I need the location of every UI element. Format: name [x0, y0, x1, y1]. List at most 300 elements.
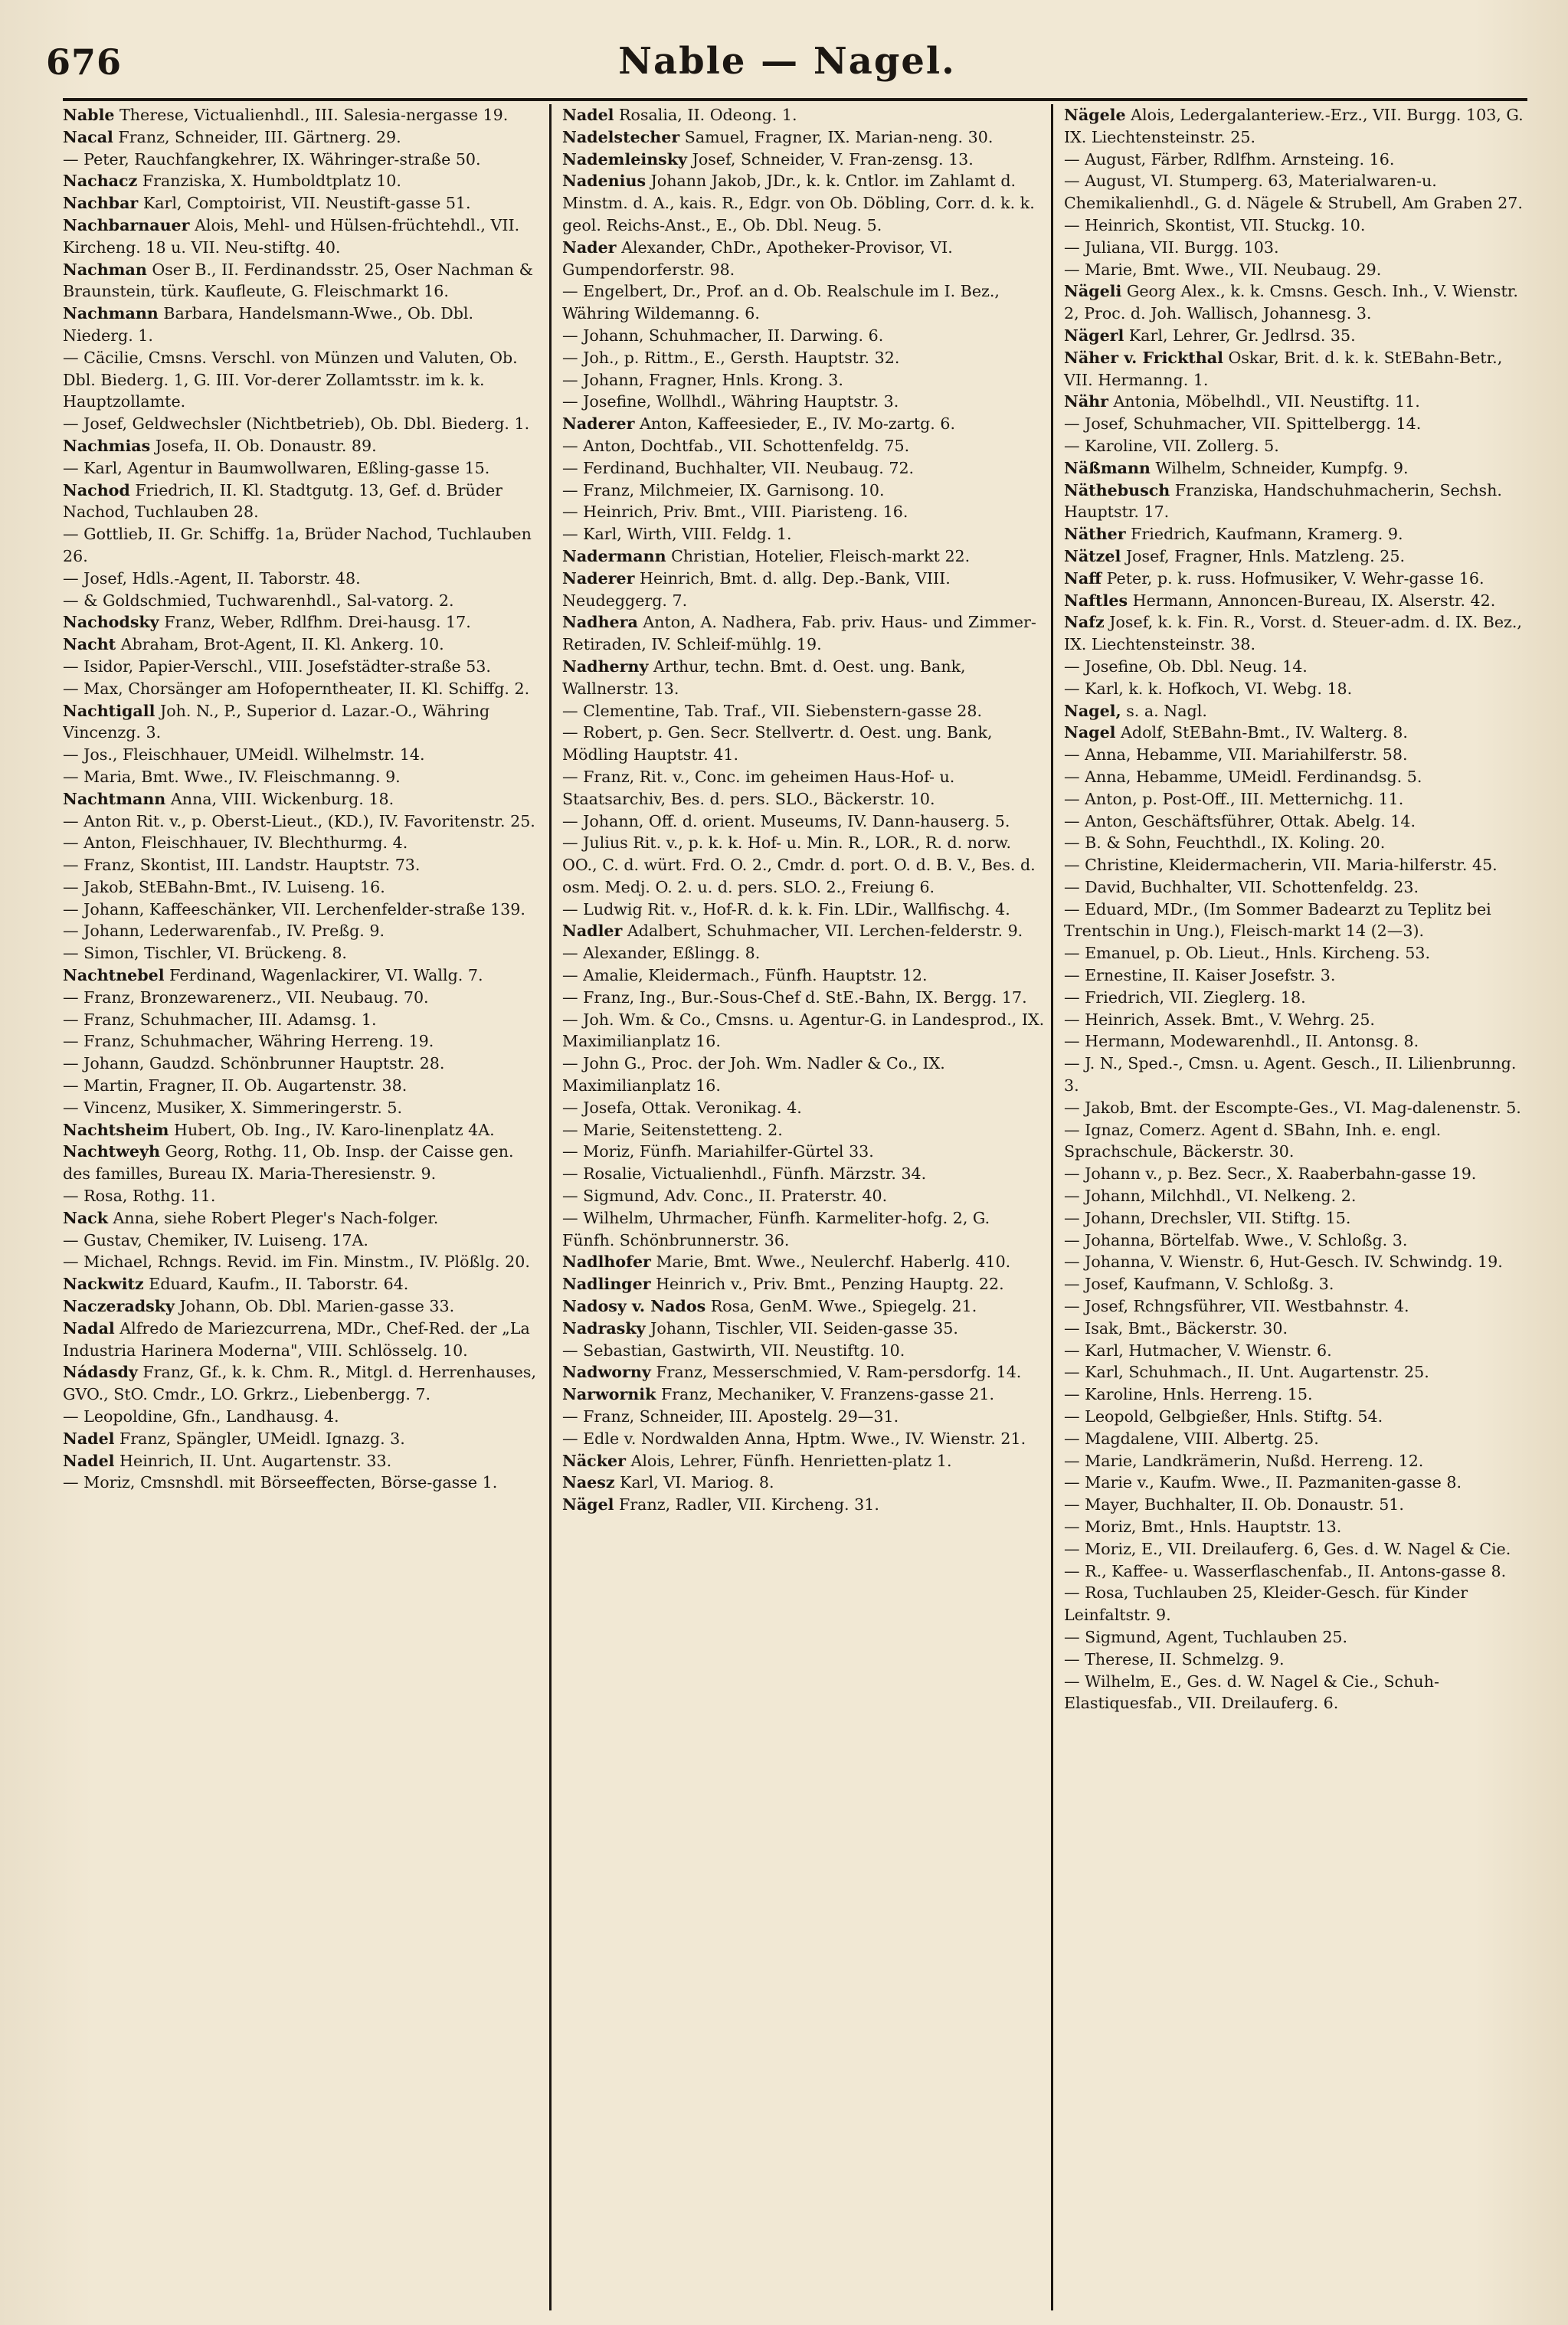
- directory-entry: [1064, 964, 1527, 987]
- entry-line: [1064, 280, 1527, 325]
- directory-entry: [562, 347, 1045, 369]
- entry-details: Samuel, Fragner, IX. Marian-neng. 30.: [684, 127, 994, 146]
- directory-entry: [1064, 104, 1527, 149]
- directory-entry: [1064, 1428, 1527, 1450]
- entry-line: [562, 413, 1045, 435]
- entry-line: [63, 942, 543, 964]
- running-head: Nable — Nagel.: [618, 40, 956, 83]
- entry-surname: Näther: [1064, 525, 1126, 544]
- entry-details: — Heinrich, Skontist, VII. Stuckg. 10.: [1064, 215, 1366, 234]
- entry-details: Heinrich, II. Unt. Augartenstr. 33.: [119, 1451, 392, 1470]
- directory-entry: [63, 590, 543, 612]
- entry-line: [1064, 1273, 1527, 1295]
- entry-details: — Moriz, Cmsnshdl. mit Börseeffecten, Börse-gasse 1.: [63, 1473, 498, 1492]
- directory-entry: [1064, 1671, 1527, 1715]
- entry-line: [63, 1030, 543, 1053]
- entry-surname: Nachmias: [63, 436, 151, 455]
- entry-details: — Hermann, Modewarenhdl., II. Antonsg. 8.: [1064, 1032, 1419, 1051]
- directory-entry: [1064, 237, 1527, 259]
- entry-details: — Johanna, V. Wienstr. 6, Hut-Gesch. IV. Schwindg. 19.: [1064, 1253, 1503, 1272]
- entry-details: — Simon, Tischler, VI. Brückeng. 8.: [63, 944, 347, 963]
- entry-line: [1064, 1361, 1527, 1384]
- directory-entry: [562, 1163, 1045, 1185]
- entry-line: [63, 192, 543, 214]
- entry-surname: Nádasdy: [63, 1363, 138, 1382]
- directory-entry: [63, 700, 543, 745]
- entry-details: Josef, k. k. Fin. R., Vorst. d. Steuer-adm. d. IX. Bez., IX. Liechtensteinstr. 38.: [1064, 613, 1522, 654]
- entry-line: [63, 611, 543, 634]
- entry-details: Anna, VIII. Wickenburg. 18.: [170, 789, 394, 808]
- directory-entry: [1064, 1384, 1527, 1406]
- directory-entry: [63, 170, 543, 192]
- directory-entry: [1064, 1030, 1527, 1053]
- entry-line: [562, 1340, 1045, 1362]
- entry-details: — Emanuel, p. Ob. Lieut., Hnls. Kircheng. 53.: [1064, 944, 1430, 963]
- entry-details: — & Goldschmied, Tuchwarenhdl., Sal-vatorg. 2.: [63, 591, 454, 610]
- entry-line: [1064, 104, 1527, 149]
- directory-entry: [63, 987, 543, 1009]
- entry-surname: Nachtmann: [63, 789, 166, 808]
- directory-entry: [1064, 678, 1527, 700]
- entry-details: Anton, Kaffeesieder, E., IV. Mo-zartg. 6.: [640, 414, 956, 434]
- entry-details: — Sigmund, Agent, Tuchlauben 25.: [1064, 1627, 1348, 1646]
- entry-line: [1064, 1097, 1527, 1119]
- entry-line: [562, 1472, 1045, 1494]
- entry-details: Heinrich, Bmt. d. allg. Dep.-Bank, VIII. Neudeggerg. 7.: [562, 568, 951, 610]
- directory-entry: [63, 480, 543, 524]
- entry-surname: Nägerl: [1064, 326, 1124, 345]
- entry-surname: Naczeradsky: [63, 1297, 175, 1316]
- directory-entry: [562, 237, 1045, 281]
- entry-line: [562, 347, 1045, 369]
- entry-line: [562, 1119, 1045, 1141]
- entry-line: [562, 568, 1045, 612]
- directory-entry: [1064, 1472, 1527, 1494]
- entry-surname: Nadenius: [562, 172, 647, 191]
- entry-line: [63, 413, 543, 435]
- directory-entry: [562, 1009, 1045, 1053]
- entry-surname: Nack: [63, 1208, 108, 1227]
- entry-surname: Nadel: [562, 106, 614, 124]
- entry-line: [1064, 259, 1527, 281]
- entry-details: — Karl, Hutmacher, V. Wienstr. 6.: [1064, 1341, 1332, 1360]
- directory-entry: [1064, 1185, 1527, 1207]
- entry-surname: Nademleinsky: [562, 149, 688, 169]
- directory-entry: [63, 1097, 543, 1119]
- directory-entry: [63, 920, 543, 942]
- entry-line: [562, 1141, 1045, 1163]
- directory-entry: [1064, 1538, 1527, 1560]
- entry-details: — Jakob, Bmt. der Escompte-Ges., VI. Mag-dalenenstr. 5.: [1064, 1098, 1521, 1117]
- entry-details: — Marie, Bmt. Wwe., VII. Neubaug. 29.: [1064, 260, 1382, 279]
- entry-line: [562, 611, 1045, 656]
- entry-details: Alois, Lehrer, Fünfh. Henrietten-platz 1.: [630, 1451, 952, 1470]
- entry-details: Johann Jakob, JDr., k. k. Cntlor. im Zahlamt d. Minstm. d. A., kais. R., Edgr. von Ob. Döbling, Corr. d. k. k. geol. Reichs-Anst., E., Ob. Dbl. Neug. 5.: [562, 172, 1035, 234]
- directory-entry: [1064, 1295, 1527, 1318]
- entry-line: [1064, 1230, 1527, 1252]
- entry-line: [63, 1009, 543, 1031]
- entry-surname: Nägeli: [1064, 282, 1122, 301]
- directory-entry: [562, 1361, 1045, 1384]
- directory-entry: [1064, 1273, 1527, 1295]
- directory-entry: [63, 788, 543, 810]
- entry-details: Alois, Ledergalanteriew.-Erz., VII. Burgg. 103, G. IX. Liechtensteinstr. 25.: [1064, 106, 1524, 146]
- entry-details: Hermann, Annoncen-Bureau, IX. Alserstr. 42.: [1132, 591, 1496, 610]
- entry-surname: Nagel,: [1064, 701, 1121, 720]
- entry-details: Peter, p. k. russ. Hofmusiker, V. Wehr-gasse 16.: [1106, 568, 1485, 588]
- entry-line: [63, 1185, 543, 1207]
- entry-details: — Joh., p. Rittm., E., Gersth. Hauptstr. 32.: [562, 348, 900, 367]
- entry-details: — Johann, Schuhmacher, II. Darwing. 6.: [562, 326, 884, 345]
- entry-details: Oser B., II. Ferdinandsstr. 25, Oser Nachman & Braunstein, türk. Kaufleute, G. Fleischmarkt 16.: [63, 260, 533, 301]
- entry-line: [562, 810, 1045, 833]
- entry-details: — Franz, Schuhmacher, III. Adamsg. 1.: [63, 1010, 377, 1029]
- entry-line: [1064, 1053, 1527, 1097]
- directory-entry: [562, 700, 1045, 722]
- directory-entry: [63, 413, 543, 435]
- directory-entry: [1064, 214, 1527, 237]
- entry-line: [63, 1053, 543, 1075]
- directory-entry: [562, 1053, 1045, 1097]
- entry-line: [562, 104, 1045, 126]
- entry-line: [1064, 413, 1527, 435]
- entry-details: — Johann, Fragner, Hnls. Krong. 3.: [562, 370, 843, 389]
- entry-details: — Christine, Kleidermacherin, VII. Maria-hilferstr. 45.: [1064, 856, 1498, 875]
- entry-surname: Nacht: [63, 635, 116, 654]
- directory-entry: [63, 942, 543, 964]
- entry-details: — Franz, Bronzewarenerz., VII. Neubaug. 70.: [63, 987, 429, 1007]
- entry-details: — Therese, II. Schmelzg. 9.: [1064, 1649, 1285, 1668]
- entry-details: Franziska, X. Humboldtplatz 10.: [142, 172, 401, 191]
- entry-details: — Marie v., Kaufm. Wwe., II. Pazmaniten-gasse 8.: [1064, 1473, 1462, 1492]
- entry-surname: Nähr: [1064, 392, 1108, 411]
- entry-details: — Vincenz, Musiker, X. Simmeringerstr. 5.: [63, 1098, 403, 1117]
- directory-entry: [63, 1273, 543, 1295]
- directory-entry: [1064, 1163, 1527, 1185]
- entry-details: — Karl, Wirth, VIII. Feldg. 1.: [562, 525, 792, 544]
- column-3: [1051, 104, 1527, 2310]
- entry-details: — Moriz, Fünfh. Mariahilfer-Gürtel 33.: [562, 1142, 874, 1161]
- directory-entry: [562, 1119, 1045, 1141]
- entry-details: — Juliana, VII. Burgg. 103.: [1064, 237, 1279, 257]
- entry-details: — Mayer, Buchhalter, II. Ob. Donaustr. 51.: [1064, 1495, 1404, 1515]
- entry-details: — Jos., Fleischhauer, UMeidl. Wilhelmstr. 14.: [63, 745, 425, 765]
- entry-details: — Peter, Rauchfangkehrer, IX. Währinger-straße 50.: [63, 149, 481, 169]
- entry-line: [1064, 1671, 1527, 1715]
- entry-line: [562, 1273, 1045, 1295]
- entry-details: — R., Kaffee- u. Wasserflaschenfab., II. Antons-gasse 8.: [1064, 1561, 1507, 1580]
- directory-entry: [562, 920, 1045, 942]
- entry-line: [1064, 1185, 1527, 1207]
- entry-line: [63, 1318, 543, 1362]
- entry-details: Adolf, StEBahn-Bmt., IV. Walterg. 8.: [1121, 723, 1408, 742]
- entry-surname: Nätzel: [1064, 546, 1121, 565]
- directory-entry: [562, 457, 1045, 480]
- entry-details: — Rosa, Rothg. 11.: [63, 1187, 216, 1206]
- entry-line: [562, 1318, 1045, 1340]
- entry-details: — Karl, Agentur in Baumwollwaren, Eßling-gasse 15.: [63, 458, 490, 477]
- directory-entry: [1064, 1494, 1527, 1516]
- entry-line: [63, 788, 543, 810]
- entry-line: [562, 1053, 1045, 1097]
- entry-line: [1064, 1340, 1527, 1362]
- directory-entry: [63, 854, 543, 876]
- entry-line: [1064, 788, 1527, 810]
- directory-entry: [63, 876, 543, 899]
- entry-details: Josef, Schneider, V. Fran-zensg. 13.: [692, 149, 974, 169]
- entry-line: [1064, 854, 1527, 876]
- entry-details: — Isidor, Papier-Verschl., VIII. Josefstädter-straße 53.: [63, 657, 491, 676]
- directory-entry: [562, 568, 1045, 612]
- entry-line: [562, 700, 1045, 722]
- entry-details: — Rosalie, Victualienhdl., Fünfh. Märzstr. 34.: [562, 1164, 927, 1184]
- entry-surname: Nadler: [562, 922, 623, 941]
- directory-entry: [63, 523, 543, 568]
- directory-entry: [1064, 656, 1527, 678]
- entry-details: — Franz, Milchmeier, IX. Garnisong. 10.: [562, 480, 885, 499]
- entry-line: [63, 457, 543, 480]
- entry-line: [1064, 1516, 1527, 1538]
- entry-details: — Karoline, Hnls. Herreng. 15.: [1064, 1385, 1313, 1404]
- entry-line: [562, 501, 1045, 523]
- entry-details: — Eduard, MDr., (Im Sommer Badearzt zu Teplitz bei Trentschin in Ung.), Fleisch-markt 14 (2—3).: [1064, 899, 1491, 941]
- entry-surname: Nägel: [562, 1495, 614, 1515]
- directory-entry: [63, 1185, 543, 1207]
- directory-entry: [1064, 876, 1527, 899]
- entry-details: — Edle v. Nordwalden Anna, Hptm. Wwe., IV. Wienstr. 21.: [562, 1429, 1026, 1448]
- entry-details: — Moriz, E., VII. Dreilauferg. 6, Ges. d. W. Nagel & Cie.: [1064, 1539, 1511, 1558]
- directory-entry: [562, 1207, 1045, 1252]
- directory-entry: [562, 964, 1045, 987]
- directory-entry: [562, 435, 1045, 457]
- entry-line: [1064, 942, 1527, 964]
- entry-line: [63, 810, 543, 833]
- entry-line: [63, 656, 543, 678]
- entry-line: [562, 1428, 1045, 1450]
- directory-entry: [562, 1450, 1045, 1472]
- directory-entry: [1064, 1361, 1527, 1384]
- directory-entry: [1064, 942, 1527, 964]
- entry-line: [562, 391, 1045, 413]
- entry-surname: Nadworny: [562, 1363, 651, 1382]
- entry-details: — B. & Sohn, Feuchthdl., IX. Koling. 20.: [1064, 833, 1386, 853]
- entry-surname: Nadelstecher: [562, 127, 680, 146]
- directory-entry: [63, 964, 543, 987]
- directory-entry: [63, 810, 543, 833]
- entry-details: — Johann v., p. Bez. Secr., X. Raaberbahn-gasse 19.: [1064, 1164, 1477, 1184]
- entry-details: — Josefine, Wollhdl., Währing Hauptstr. 3.: [562, 392, 899, 411]
- entry-line: [562, 766, 1045, 810]
- directory-entry: [562, 611, 1045, 656]
- directory-entry: [1064, 744, 1527, 766]
- entry-details: — Anton, Dochtfab., VII. Schottenfeldg. 75.: [562, 436, 910, 455]
- entry-surname: Nadosy v. Nados: [562, 1297, 706, 1316]
- directory-entry: [1064, 1230, 1527, 1252]
- entry-details: — Julius Rit. v., p. k. k. Hof- u. Min. R., LOR., R. d. norw. OO., C. d. würt. Frd. O. 2., Cmdr. d. port. O. d. B. V., Bes. d. osm. Medj. O. 2. u. d. pers. SLO. 2., Freiung 6.: [562, 833, 1036, 896]
- directory-entry: [562, 170, 1045, 236]
- entry-line: [562, 1494, 1045, 1516]
- entry-details: Georg, Rothg. 11, Ob. Insp. der Caisse gen. des familles, Bureau IX. Maria-Theresienstr. 9.: [63, 1142, 514, 1184]
- entry-details: Christian, Hotelier, Fleisch-markt 22.: [671, 546, 971, 565]
- directory-entry: [562, 369, 1045, 391]
- entry-details: Joh. N., P., Superior d. Lazar.-O., Währing Vincenzg. 3.: [63, 701, 490, 742]
- directory-entry: [63, 1406, 543, 1428]
- directory-entry: [1064, 391, 1527, 413]
- directory-entry: [63, 259, 543, 303]
- directory-entry: [562, 942, 1045, 964]
- entry-details: — Josefine, Ob. Dbl. Neug. 14.: [1064, 657, 1308, 676]
- directory-entry: [562, 126, 1045, 149]
- entry-line: [1064, 876, 1527, 899]
- entry-line: [1064, 987, 1527, 1009]
- directory-entry: [1064, 1560, 1527, 1583]
- entry-details: Franz, Schneider, III. Gärtnerg. 29.: [118, 127, 401, 146]
- entry-details: Josef, Fragner, Hnls. Matzleng. 25.: [1125, 546, 1405, 565]
- entry-details: Alois, Mehl- und Hülsen-früchtehdl., VII. Kircheng. 18 u. VII. Neu-stiftg. 40.: [63, 215, 520, 257]
- entry-surname: Nachodsky: [63, 613, 159, 632]
- directory-entry: [1064, 766, 1527, 788]
- entry-details: — Franz, Ing., Bur.-Sous-Chef d. StE.-Bahn, IX. Bergg. 17.: [562, 987, 1027, 1007]
- directory-entry: [1064, 1053, 1527, 1097]
- entry-line: [562, 987, 1045, 1009]
- directory-entry: [1064, 457, 1527, 480]
- entry-line: [63, 590, 543, 612]
- entry-line: [1064, 170, 1527, 214]
- entry-surname: Nägele: [1064, 106, 1126, 124]
- entry-line: [63, 1428, 543, 1450]
- entry-details: — Michael, Rchngs. Revid. im Fin. Minstm., IV. Plößlg. 20.: [63, 1253, 530, 1272]
- directory-entry: [1064, 280, 1527, 325]
- entry-surname: Naderer: [562, 414, 635, 434]
- directory-entry: [1064, 435, 1527, 457]
- entry-line: [63, 1251, 543, 1273]
- directory-entry: [63, 1428, 543, 1450]
- entry-line: [562, 237, 1045, 281]
- entry-line: [63, 214, 543, 259]
- entry-line: [1064, 435, 1527, 457]
- directory-entry: [1064, 1340, 1527, 1362]
- entry-details: — Johann, Drechsler, VII. Stiftg. 15.: [1064, 1208, 1351, 1227]
- entry-details: Marie, Bmt. Wwe., Neulerchf. Haberlg. 410.: [656, 1253, 1011, 1272]
- entry-details: — Johann, Off. d. orient. Museums, IV. Dann-hauserg. 5.: [562, 811, 1010, 830]
- entry-line: [562, 1097, 1045, 1119]
- entry-surname: Nadherny: [562, 657, 649, 676]
- entry-details: — Franz, Rit. v., Conc. im geheimen Haus-Hof- u. Staatsarchiv, Bes. d. pers. SLO., Bäckerstr. 10.: [562, 767, 955, 808]
- entry-line: [63, 700, 543, 745]
- entry-line: [63, 964, 543, 987]
- entry-details: — Josefa, Ottak. Veronikag. 4.: [562, 1098, 802, 1117]
- entry-surname: Nadermann: [562, 546, 666, 565]
- entry-line: [562, 435, 1045, 457]
- directory-entry: [63, 678, 543, 700]
- entry-details: Franz, Weber, Rdlfhm. Drei-hausg. 17.: [164, 613, 471, 632]
- entry-details: — Karl, Schuhmach., II. Unt. Augartenstr. 25.: [1064, 1363, 1429, 1382]
- directory-entry: [562, 325, 1045, 347]
- entry-line: [1064, 1009, 1527, 1031]
- entry-surname: Naesz: [562, 1473, 615, 1492]
- directory-entry: [562, 545, 1045, 568]
- directory-entry: [562, 810, 1045, 833]
- directory-entry: [63, 1295, 543, 1318]
- entry-line: [562, 457, 1045, 480]
- directory-entry: [562, 480, 1045, 502]
- entry-details: — Anton, Fleischhauer, IV. Blechthurmg. 4.: [63, 833, 408, 853]
- entry-details: — Franz, Schneider, III. Apostelg. 29—31.: [562, 1407, 899, 1426]
- directory-entry: [63, 744, 543, 766]
- entry-details: — August, VI. Stumperg. 63, Materialwaren-u. Chemikalienhdl., G. d. Nägele & Strubell, Am Graben 27.: [1064, 172, 1523, 213]
- directory-entry: [1064, 832, 1527, 854]
- entry-line: [63, 766, 543, 788]
- directory-entry: [63, 192, 543, 214]
- entry-details: — Wilhelm, E., Ges. d. W. Nagel & Cie., Schuh-Elastiquesfab., VII. Dreilauferg. 6.: [1064, 1672, 1439, 1713]
- entry-details: Karl, VI. Mariog. 8.: [620, 1473, 774, 1492]
- entry-line: [562, 1251, 1045, 1273]
- entry-details: — August, Färber, Rdlfhm. Arnsteing. 16.: [1064, 149, 1395, 169]
- directory-entry: [63, 1009, 543, 1031]
- directory-entry: [63, 611, 543, 634]
- entry-details: — Heinrich, Priv. Bmt., VIII. Piaristeng. 16.: [562, 503, 908, 522]
- entry-line: [1064, 1560, 1527, 1583]
- entry-details: — Leopold, Gelbgießer, Hnls. Stiftg. 54.: [1064, 1407, 1383, 1426]
- entry-details: — Johann, Gaudzd. Schönbrunner Hauptstr. 28.: [63, 1054, 445, 1073]
- entry-details: — Max, Chorsänger am Hofoperntheater, II. Kl. Schiffg. 2.: [63, 679, 530, 698]
- directory-entry: [1064, 788, 1527, 810]
- entry-line: [1064, 1384, 1527, 1406]
- entry-details: Karl, Lehrer, Gr. Jedlrsd. 35.: [1128, 326, 1356, 345]
- entry-surname: Nachtigall: [63, 701, 155, 720]
- entry-surname: Näßmann: [1064, 458, 1151, 477]
- directory-entry: [1064, 1009, 1527, 1031]
- entry-line: [1064, 1119, 1527, 1164]
- entry-details: — Rosa, Tuchlauben 25, Kleider-Gesch. für Kinder Leinfaltstr. 9.: [1064, 1583, 1468, 1625]
- entry-line: [63, 678, 543, 700]
- entry-line: [562, 325, 1045, 347]
- entry-details: — Karoline, VII. Zollerg. 5.: [1064, 436, 1279, 455]
- entry-surname: Nable: [63, 106, 115, 124]
- directory-entry: [1064, 1207, 1527, 1230]
- directory-entry: [562, 987, 1045, 1009]
- entry-details: Alexander, ChDr., Apotheker-Provisor, VI. Gumpendorferstr. 98.: [562, 237, 953, 279]
- entry-line: [562, 1163, 1045, 1185]
- directory-entry: [562, 766, 1045, 810]
- entry-line: [63, 1450, 543, 1472]
- entry-line: [1064, 1450, 1527, 1472]
- entry-line: [1064, 832, 1527, 854]
- entry-details: — Friedrich, VII. Zieglerg. 18.: [1064, 987, 1306, 1007]
- entry-line: [63, 1207, 543, 1230]
- entry-line: [63, 1119, 543, 1141]
- entry-line: [63, 744, 543, 766]
- entry-surname: Nadlhofer: [562, 1253, 651, 1272]
- entry-details: Johann, Ob. Dbl. Marien-gasse 33.: [179, 1297, 455, 1316]
- entry-surname: Nacal: [63, 127, 113, 146]
- entry-details: Johann, Tischler, VII. Seiden-gasse 35.: [650, 1318, 958, 1338]
- directory-entry: [1064, 1450, 1527, 1472]
- entry-line: [1064, 744, 1527, 766]
- entry-details: Franz, Mechaniker, V. Franzens-gasse 21.: [660, 1385, 995, 1404]
- entry-details: — Anna, Hebamme, VII. Mariahilferstr. 58.: [1064, 745, 1408, 765]
- directory-entry: [63, 347, 543, 413]
- entry-line: [1064, 1582, 1527, 1626]
- entry-line: [1064, 391, 1527, 413]
- directory-entry: [562, 149, 1045, 171]
- directory-entry: [562, 1185, 1045, 1207]
- entry-details: — Cäcilie, Cmsns. Verschl. von Münzen und Valuten, Ob. Dbl. Biederg. 1, G. III. Vor-derer Zollamtsstr. im k. k. Hauptzollamte.: [63, 348, 518, 411]
- entry-surname: Nadel: [63, 1429, 115, 1448]
- directory-entry: [1064, 149, 1527, 171]
- directory-entry: [562, 1097, 1045, 1119]
- entry-line: [1064, 149, 1527, 171]
